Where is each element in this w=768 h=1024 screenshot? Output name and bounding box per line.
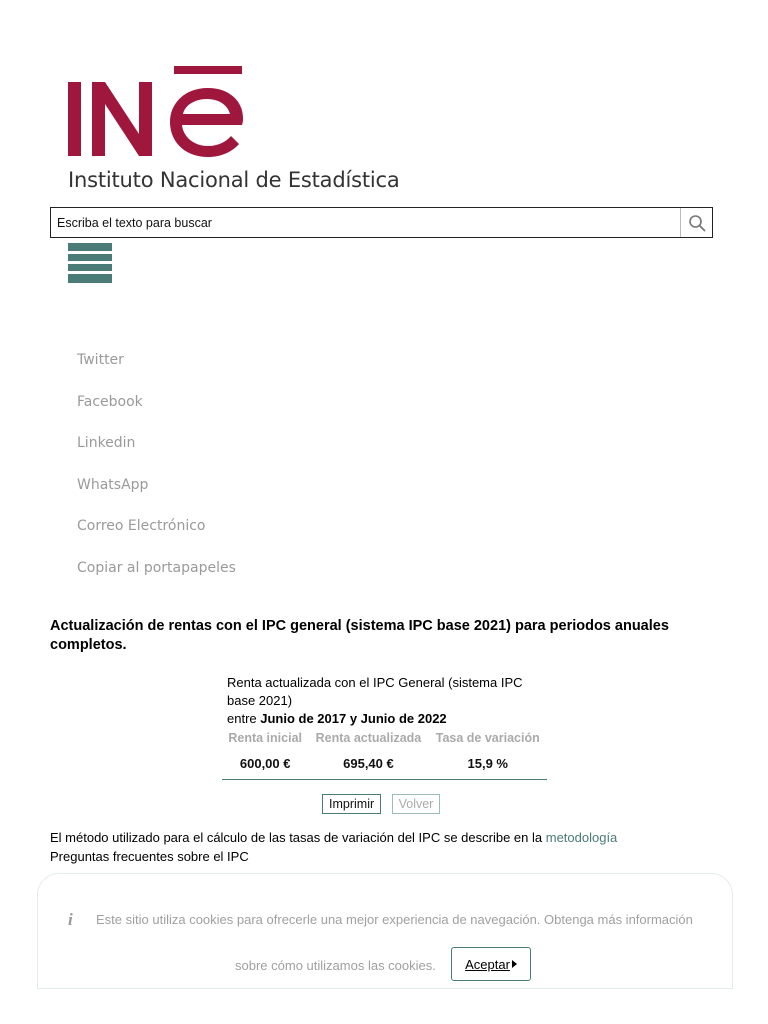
search-bar bbox=[50, 207, 713, 238]
search-input[interactable] bbox=[51, 208, 683, 237]
cookie-policy-link[interactable]: cómo utilizamos las cookies. bbox=[271, 958, 436, 973]
hamburger-icon-bar bbox=[68, 271, 112, 274]
methodology-note bbox=[50, 828, 617, 866]
result-summary bbox=[227, 674, 547, 728]
search-icon bbox=[688, 214, 706, 232]
header-renta-inicial: Renta inicial bbox=[228, 731, 302, 745]
result-intro: Renta actualizada con el IPC General (sistema IPC base 2021) bbox=[227, 675, 523, 708]
value-renta-inicial: 600,00 € bbox=[239, 756, 291, 771]
back-button[interactable]: Volver bbox=[392, 794, 441, 814]
table-header-row bbox=[222, 729, 547, 753]
share-facebook[interactable]: Facebook bbox=[77, 393, 143, 410]
header-renta-actualizada: Renta actualizada bbox=[315, 731, 422, 745]
share-twitter[interactable]: Twitter bbox=[77, 352, 124, 368]
accept-label: Aceptar bbox=[465, 956, 510, 972]
menu-button[interactable] bbox=[68, 243, 112, 283]
result-table bbox=[222, 729, 547, 780]
caret-right-icon bbox=[512, 960, 517, 968]
share-links bbox=[77, 345, 236, 595]
share-linkedin[interactable]: Linkedin bbox=[77, 435, 136, 452]
share-email[interactable]: Correo Electrónico bbox=[77, 518, 206, 535]
cookie-text: Este sitio utiliza cookies para ofrecerle una mejor experiencia de navegación. Obtenga más información bbox=[96, 912, 693, 927]
header-tasa-variacion: Tasa de variación bbox=[435, 731, 540, 745]
share-whatsapp[interactable]: WhatsApp bbox=[77, 476, 149, 493]
hamburger-icon-bar bbox=[68, 261, 112, 264]
accept-cookies-button[interactable] bbox=[451, 947, 531, 981]
print-button[interactable]: Imprimir bbox=[322, 794, 381, 814]
methodology-text: El método utilizado para el cálculo de las tasas de variación del IPC se describe en la bbox=[50, 830, 546, 845]
cookie-banner bbox=[37, 873, 733, 989]
methodology-link[interactable]: metodología bbox=[545, 830, 618, 845]
action-buttons bbox=[322, 794, 446, 814]
hamburger-icon-bar bbox=[68, 251, 112, 254]
value-renta-actualizada: 695,40 € bbox=[343, 756, 394, 771]
institution-name: Instituto Nacional de Estadística bbox=[68, 168, 400, 192]
info-icon: i bbox=[68, 910, 73, 929]
result-period bbox=[227, 710, 547, 728]
page-title: Actualización de rentas con el IPC general (sistema IPC base 2021) para periodos anuales completos. bbox=[50, 618, 669, 653]
cookie-text-more bbox=[235, 958, 436, 973]
value-tasa-variacion: 15,9 % bbox=[467, 756, 508, 771]
period-value: Junio de 2017 y Junio de 2022 bbox=[260, 711, 447, 726]
cookie-text-prefix: sobre bbox=[235, 958, 272, 973]
share-copy-clipboard[interactable]: Copiar al portapapeles bbox=[77, 559, 236, 576]
table-row bbox=[222, 753, 547, 780]
search-button[interactable] bbox=[680, 208, 712, 237]
ine-logo-mark bbox=[66, 64, 256, 164]
period-prefix: entre bbox=[227, 711, 261, 726]
faq-link[interactable]: Preguntas frecuentes sobre el IPC bbox=[50, 849, 249, 864]
